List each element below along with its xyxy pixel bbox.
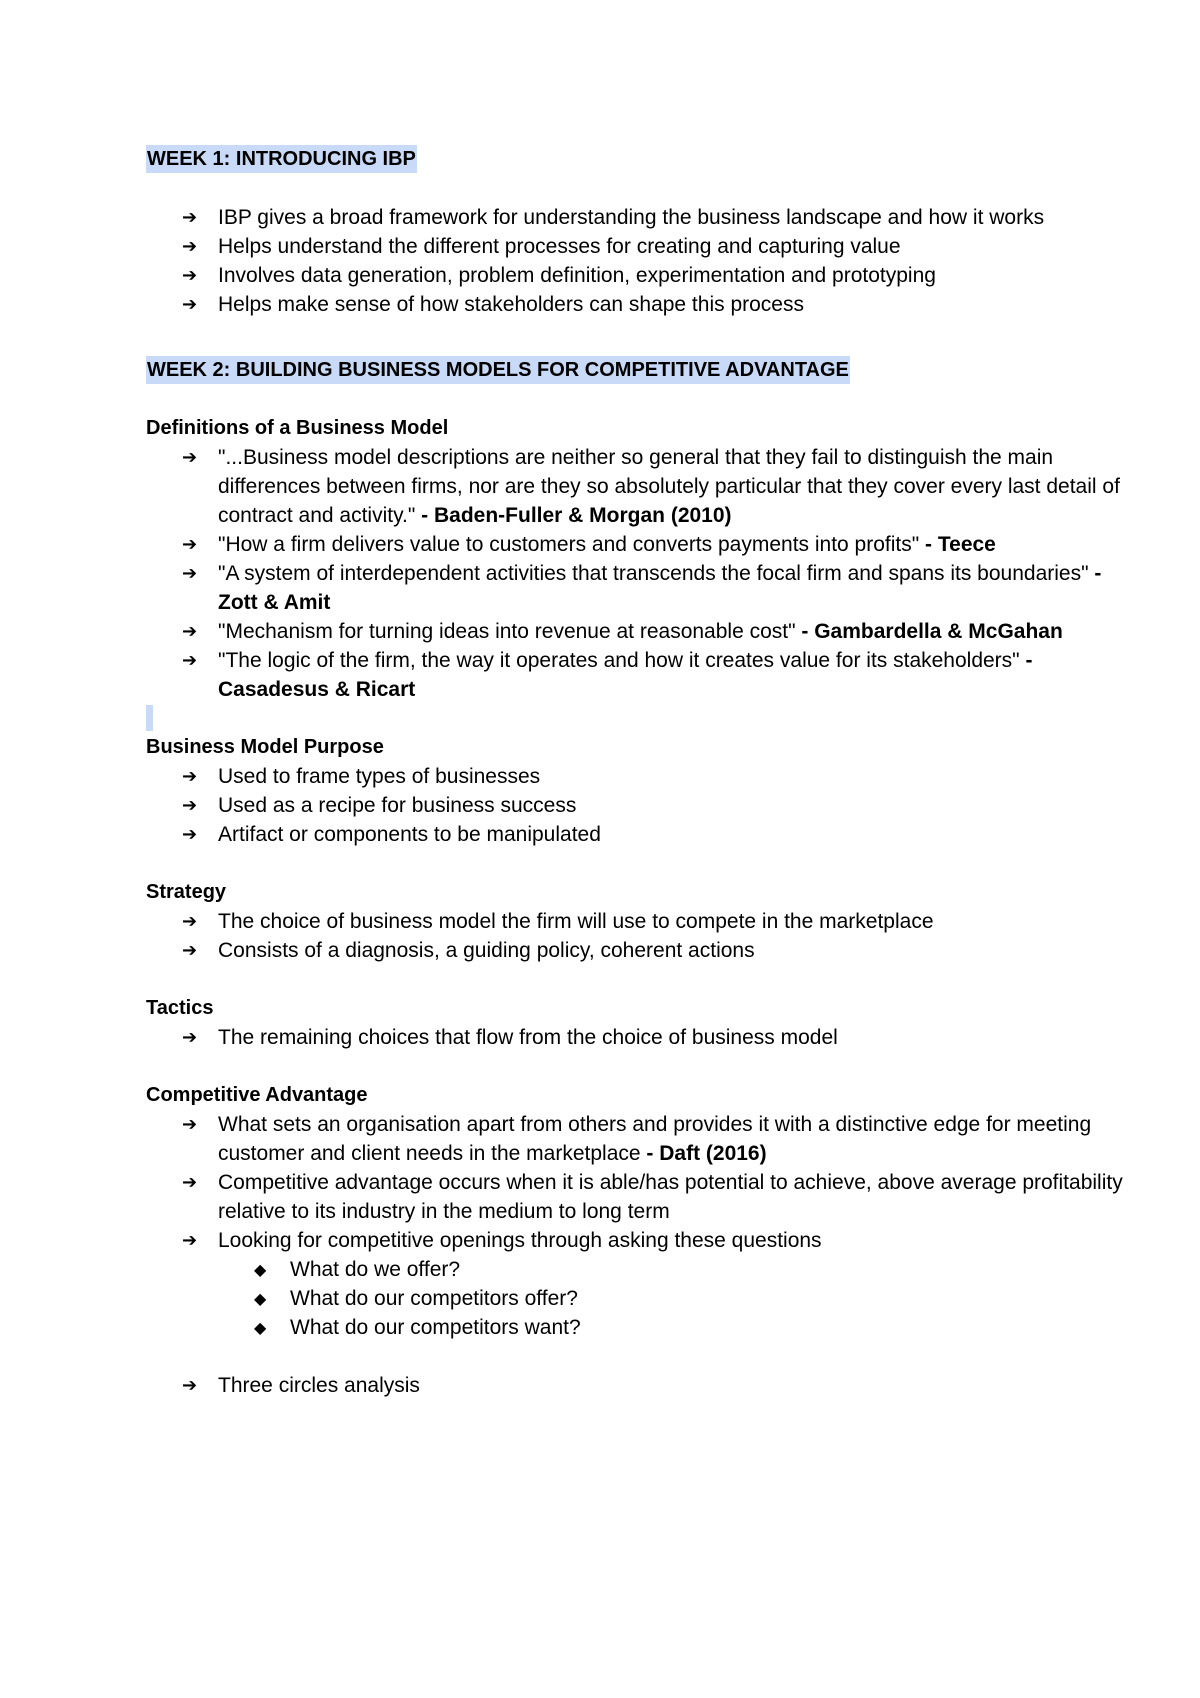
list-item: ➔ "...Business model descriptions are neither so general that they fail to distinguish the main differences between firms, nor are they so absolutely particular that they cover every last detail of contract and activity." - Baden-Fuller & Morgan (2010) — [146, 443, 1126, 530]
list-item: ➔ Used to frame types of businesses — [146, 762, 1126, 791]
list-item: ➔ What sets an organisation apart from others and provides it with a distinctive edge for meeting customer and client needs in the marketplace - Daft (2016) — [146, 1110, 1126, 1168]
arrow-bullet-icon: ➔ — [182, 1375, 198, 1396]
list-item: ➔ IBP gives a broad framework for understanding the business landscape and how it works — [146, 203, 1126, 232]
list-item: ➔ Involves data generation, problem definition, experimentation and prototyping — [146, 261, 1126, 290]
text-selection-marker — [146, 705, 153, 731]
citation-author: - Daft (2016) — [640, 1142, 767, 1165]
list-item: ➔ "The logic of the firm, the way it operates and how it creates value for its stakeholders" - Casadesus & Ricart — [146, 646, 1126, 704]
arrow-bullet-icon: ➔ — [182, 824, 198, 845]
arrow-bullet-icon: ➔ — [182, 766, 198, 787]
arrow-bullet-icon: ➔ — [182, 911, 198, 932]
arrow-bullet-icon: ➔ — [182, 650, 198, 671]
purpose-title: Business Model Purpose — [146, 736, 384, 758]
strategy-title: Strategy — [146, 881, 227, 903]
definitions-title: Definitions of a Business Model — [146, 417, 449, 439]
questions-list — [218, 1255, 1126, 1342]
week2-section — [146, 355, 1126, 384]
week1-section — [146, 144, 1126, 173]
list-item: ➔ Consists of a diagnosis, a guiding policy, coherent actions — [146, 936, 1126, 965]
arrow-bullet-icon: ➔ — [182, 265, 198, 286]
arrow-bullet-icon: ➔ — [182, 534, 198, 555]
tactics-title: Tactics — [146, 997, 214, 1019]
citation-author: - Gambardella & McGahan — [795, 620, 1063, 643]
arrow-bullet-icon: ➔ — [182, 940, 198, 961]
list-item: ◆ What do our competitors offer? — [218, 1284, 1126, 1313]
competitive-advantage-list — [146, 1110, 1126, 1342]
citation-author: - Zott & Amit — [218, 562, 1102, 614]
list-item: ➔ Three circles analysis — [146, 1371, 1126, 1400]
list-item: ➔ Artifact or components to be manipulated — [146, 820, 1126, 849]
list-item: ➔ "How a firm delivers value to customers and converts payments into profits" - Teece — [146, 530, 1126, 559]
arrow-bullet-icon: ➔ — [182, 1114, 198, 1135]
purpose-list — [146, 762, 1126, 849]
week2-heading: WEEK 2: BUILDING BUSINESS MODELS FOR COMPETITIVE ADVANTAGE — [146, 356, 850, 384]
strategy-list — [146, 907, 1126, 965]
arrow-bullet-icon: ➔ — [182, 207, 198, 228]
arrow-bullet-icon: ➔ — [182, 1230, 198, 1251]
citation-author: - Casadesus & Ricart — [218, 649, 1033, 701]
arrow-bullet-icon: ➔ — [182, 795, 198, 816]
diamond-bullet-icon: ◆ — [254, 1289, 267, 1308]
week1-bullet-list — [146, 203, 1126, 319]
week1-heading: WEEK 1: INTRODUCING IBP — [146, 145, 417, 173]
list-item: ➔ "Mechanism for turning ideas into revenue at reasonable cost" - Gambardella & McGahan — [146, 617, 1126, 646]
list-item: ➔ Helps make sense of how stakeholders can shape this process — [146, 290, 1126, 319]
arrow-bullet-icon: ➔ — [182, 236, 198, 257]
citation-author: - Teece — [919, 533, 996, 556]
list-item: ◆ What do our competitors want? — [218, 1313, 1126, 1342]
list-item: ➔ The remaining choices that flow from the choice of business model — [146, 1023, 1126, 1052]
list-item: ➔ Looking for competitive openings through asking these questions ◆ What do we offer? ◆ What do our competitors offer? ◆ What do our competitors want? — [146, 1226, 1126, 1342]
list-item: ➔ Competitive advantage occurs when it is able/has potential to achieve, above average profitability relative to its industry in the medium to long term — [146, 1168, 1126, 1226]
diamond-bullet-icon: ◆ — [254, 1260, 267, 1279]
definitions-list — [146, 443, 1126, 704]
list-item: ➔ The choice of business model the firm will use to compete in the marketplace — [146, 907, 1126, 936]
arrow-bullet-icon: ➔ — [182, 1172, 198, 1193]
list-item: ◆ What do we offer? — [218, 1255, 1126, 1284]
arrow-bullet-icon: ➔ — [182, 294, 198, 315]
list-item: ➔ Used as a recipe for business success — [146, 791, 1126, 820]
arrow-bullet-icon: ➔ — [182, 447, 198, 468]
citation-author: - Baden-Fuller & Morgan (2010) — [415, 504, 732, 527]
arrow-bullet-icon: ➔ — [182, 563, 198, 584]
tactics-list — [146, 1023, 1126, 1052]
competitive-advantage-title: Competitive Advantage — [146, 1084, 368, 1106]
list-item: ➔ "A system of interdependent activities that transcends the focal firm and spans its boundaries" - Zott & Amit — [146, 559, 1126, 617]
diamond-bullet-icon: ◆ — [254, 1318, 267, 1337]
document-page — [146, 144, 1126, 1400]
arrow-bullet-icon: ➔ — [182, 1027, 198, 1048]
arrow-bullet-icon: ➔ — [182, 621, 198, 642]
list-item: ➔ Helps understand the different processes for creating and capturing value — [146, 232, 1126, 261]
three-circles-list — [146, 1371, 1126, 1400]
